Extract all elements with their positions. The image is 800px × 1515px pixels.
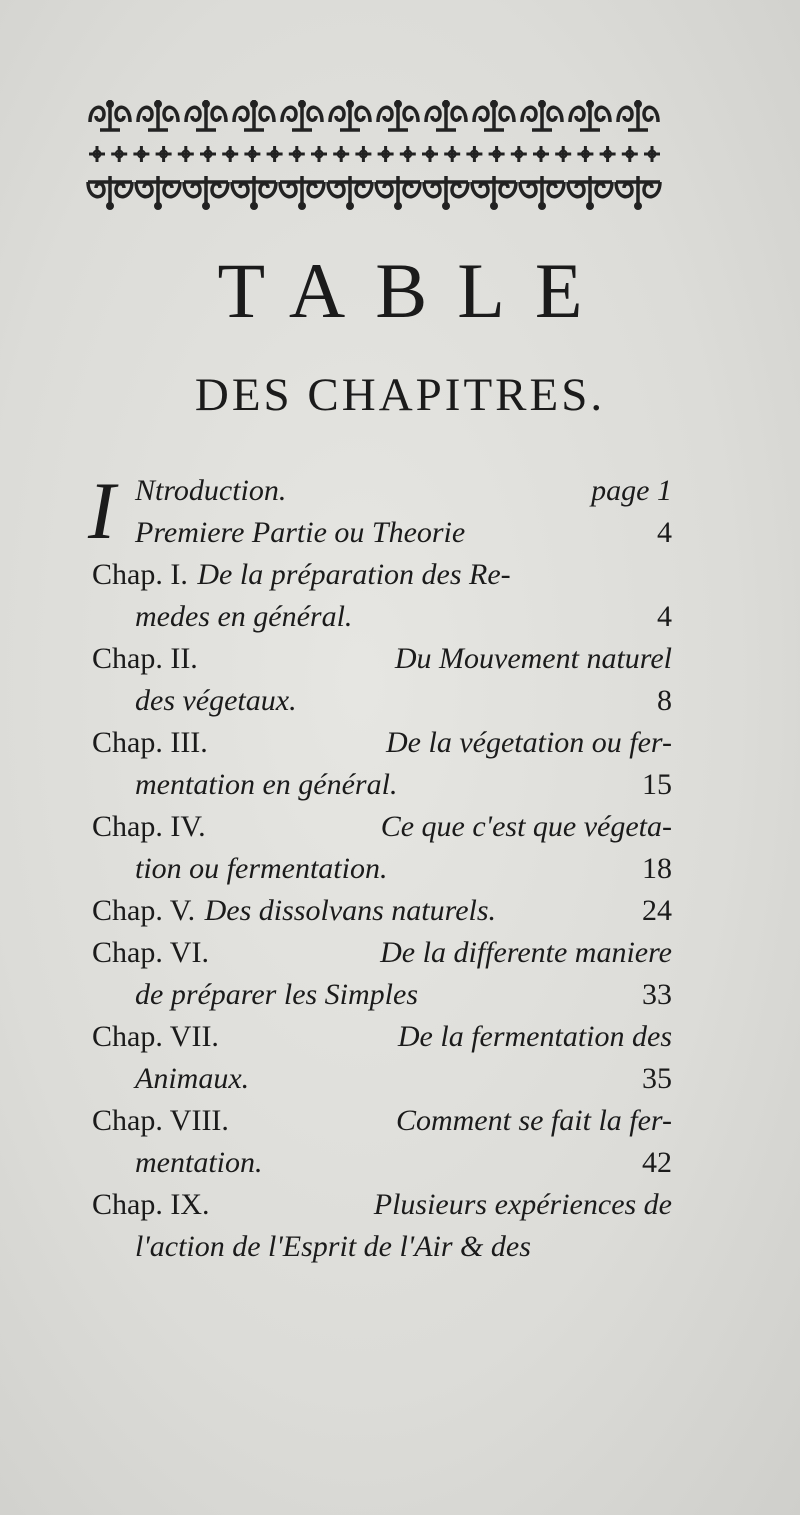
entry-text: De la végetation ou fer- bbox=[386, 726, 672, 759]
fleuron-top bbox=[234, 100, 274, 130]
cross-ornament bbox=[577, 146, 593, 162]
cross-ornament bbox=[200, 146, 216, 162]
entry-text: De la préparation des Re- bbox=[197, 558, 511, 591]
cross-ornament bbox=[622, 146, 638, 162]
cross-ornament bbox=[378, 146, 394, 162]
entry-text: De la fermentation des bbox=[397, 1020, 672, 1053]
fleuron-bottom bbox=[568, 176, 612, 210]
entry-page: 35 bbox=[642, 1062, 672, 1095]
fleuron-bottom bbox=[616, 176, 660, 210]
chapter-number: Chap. VII. bbox=[92, 1020, 219, 1053]
cross-ornament bbox=[289, 146, 305, 162]
entry-page: page 1 bbox=[591, 474, 672, 507]
fleuron-border-ornament bbox=[86, 96, 668, 214]
toc-entry-chap-2-cont bbox=[135, 680, 672, 722]
fleuron-top bbox=[570, 100, 610, 130]
toc-entry-chap-1-cont bbox=[135, 596, 672, 638]
entry-page: 4 bbox=[657, 600, 672, 633]
entry-text: Plusieurs expériences de bbox=[373, 1188, 672, 1221]
entry-page: 15 bbox=[642, 768, 672, 801]
entry-text: Du Mouvement naturel bbox=[394, 642, 672, 675]
entry-text: l'action de l'Esprit de l'Air & des bbox=[135, 1230, 531, 1263]
chapter-number: Chap. II. bbox=[92, 642, 198, 675]
entry-text: Ntroduction. bbox=[135, 474, 287, 507]
cross-ornament bbox=[89, 146, 105, 162]
cross-ornament bbox=[511, 146, 527, 162]
cross-ornament bbox=[422, 146, 438, 162]
entry-page: 42 bbox=[642, 1146, 672, 1179]
entry-text: De la differente maniere bbox=[380, 936, 672, 969]
entry-text: Animaux. bbox=[135, 1062, 250, 1095]
toc-entry-introduction bbox=[135, 470, 672, 512]
toc-entry-chap-8 bbox=[92, 1100, 672, 1142]
fleuron-bottom bbox=[328, 176, 372, 210]
chapter-number: Chap. VIII. bbox=[92, 1104, 229, 1137]
toc-entry-chap-8-cont bbox=[135, 1142, 672, 1184]
entry-text: Comment se fait la fer- bbox=[395, 1104, 672, 1137]
toc-entry-chap-9-cont bbox=[135, 1226, 672, 1268]
entry-page: 8 bbox=[657, 684, 672, 717]
toc-entry-chap-4-cont bbox=[135, 848, 672, 890]
toc-entry-chap-6-cont bbox=[135, 974, 672, 1016]
chapter-number: Chap. VI. bbox=[92, 936, 209, 969]
fleuron-top bbox=[90, 100, 130, 130]
cross-ornament bbox=[466, 146, 482, 162]
chapter-number: Chap. III. bbox=[92, 726, 208, 759]
cross-ornament bbox=[489, 146, 505, 162]
fleuron-bottom bbox=[376, 176, 420, 210]
fleuron-top bbox=[618, 100, 658, 130]
cross-ornament bbox=[311, 146, 327, 162]
toc-entry-chap-7-cont bbox=[135, 1058, 672, 1100]
entry-text: tion ou fermentation. bbox=[135, 852, 388, 885]
fleuron-bottom bbox=[136, 176, 180, 210]
fleuron-top bbox=[378, 100, 418, 130]
cross-ornament bbox=[222, 146, 238, 162]
cross-ornament bbox=[133, 146, 149, 162]
toc-entry-chap-9 bbox=[92, 1184, 672, 1226]
entry-page: 24 bbox=[642, 894, 672, 927]
toc-entry-chap-1 bbox=[92, 554, 672, 596]
fleuron-top bbox=[426, 100, 466, 130]
cross-ornament bbox=[444, 146, 460, 162]
fleuron-top bbox=[330, 100, 370, 130]
fleuron-bottom bbox=[472, 176, 516, 210]
cross-ornament bbox=[555, 146, 571, 162]
toc-entry-chap-2 bbox=[92, 638, 672, 680]
toc-entry-chap-5 bbox=[92, 890, 672, 932]
cross-ornament bbox=[178, 146, 194, 162]
toc-entry-chap-3-cont bbox=[135, 764, 672, 806]
cross-ornament bbox=[600, 146, 616, 162]
fleuron-top bbox=[186, 100, 226, 130]
fleuron-top bbox=[522, 100, 562, 130]
fleuron-bottom bbox=[232, 176, 276, 210]
entry-page: 33 bbox=[642, 978, 672, 1011]
fleuron-bottom bbox=[424, 176, 468, 210]
cross-ornament bbox=[156, 146, 172, 162]
toc-entry-chap-3 bbox=[92, 722, 672, 764]
cross-ornament bbox=[644, 146, 660, 162]
toc-entry-chap-6 bbox=[92, 932, 672, 974]
toc-entry-premiere-partie bbox=[135, 512, 672, 554]
cross-ornament bbox=[267, 146, 283, 162]
fleuron-top bbox=[474, 100, 514, 130]
drop-initial: I bbox=[88, 465, 116, 556]
chapter-number: Chap. I. bbox=[92, 558, 188, 591]
entry-text: mentation. bbox=[135, 1146, 263, 1179]
entry-text: de préparer les Simples bbox=[135, 978, 419, 1011]
cross-ornament bbox=[333, 146, 349, 162]
toc-entry-chap-7 bbox=[92, 1016, 672, 1058]
page-subtitle: DES CHAPITRES. bbox=[194, 369, 606, 421]
fleuron-bottom bbox=[520, 176, 564, 210]
fleuron-top bbox=[282, 100, 322, 130]
entry-text: des végetaux. bbox=[135, 684, 297, 717]
fleuron-bottom bbox=[280, 176, 324, 210]
entry-text: medes en général. bbox=[135, 600, 353, 633]
cross-ornament bbox=[355, 146, 371, 162]
entry-text: Des dissolvans naturels. bbox=[204, 894, 497, 927]
entry-page: 4 bbox=[657, 516, 672, 549]
fleuron-bottom bbox=[88, 176, 132, 210]
chapter-number: Chap. IV. bbox=[92, 810, 206, 843]
chapter-number: Chap. IX. bbox=[92, 1188, 210, 1221]
entry-text: Premiere Partie ou Theorie bbox=[135, 516, 466, 549]
fleuron-top bbox=[138, 100, 178, 130]
cross-ornament bbox=[400, 146, 416, 162]
page-title: TABLE bbox=[217, 247, 613, 334]
cross-ornament bbox=[244, 146, 260, 162]
fleuron-bottom bbox=[184, 176, 228, 210]
entry-text: mentation en général. bbox=[135, 768, 398, 801]
cross-ornament bbox=[533, 146, 549, 162]
entry-text: Ce que c'est que végeta- bbox=[380, 810, 672, 843]
entry-page: 18 bbox=[642, 852, 672, 885]
chapter-number: Chap. V. bbox=[92, 894, 196, 927]
cross-ornament bbox=[111, 146, 127, 162]
toc-entry-chap-4 bbox=[92, 806, 672, 848]
